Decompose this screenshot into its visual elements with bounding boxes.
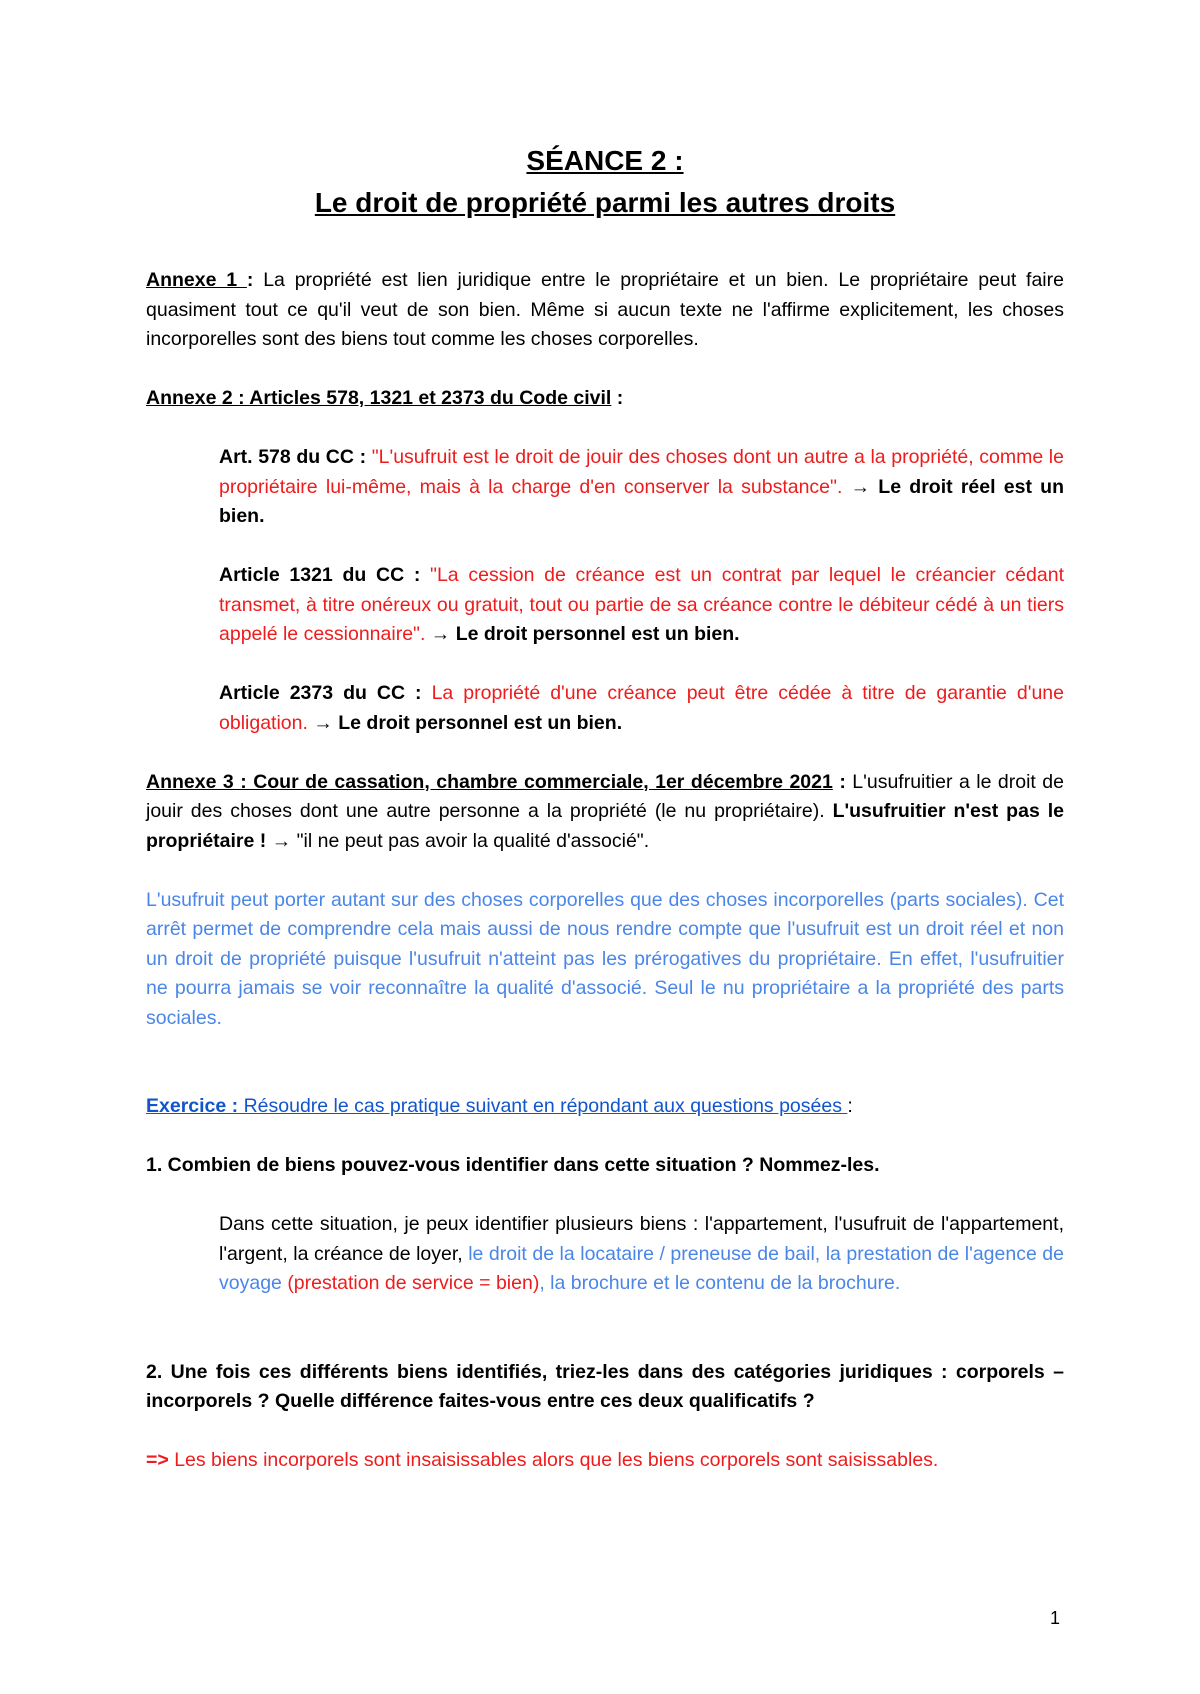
annexe-3-colon: : xyxy=(832,770,846,793)
answer-part: (prestation de service = bien) xyxy=(287,1272,540,1294)
answer-part: Dans cette situation, je peux identifier plusieurs biens : l'appartement, l'usufruit de l'appartement, l'argent, la créance de loyer, xyxy=(219,1213,1064,1265)
annexe-3-commentary: L'usufruit peut porter autant sur des choses corporelles que des choses incorporelles (parts sociales). Cet arrêt permet de comprendre cela mais aussi de nous rendre compte que l'usufruit est un droit réel et non un droit de propriété puisque l'usufruit n'atteint pas les prérogatives du propriétaire. En effet, l'usufruitier ne pourra jamais se voir reconnaître la qualité d'associé. Seul le nu propriétaire a la propriété des parts sociales. xyxy=(146,888,1064,1029)
article-578-paragraph xyxy=(219,443,1064,532)
annexe-3-heading: Annexe 3 : Cour de cassation, chambre commerciale, 1er décembre 2021 xyxy=(146,770,833,793)
article-quote: "La cession de créance est un contrat par lequel le créancier cédant transmet, à titre onéreux ou gratuit, tout ou partie de sa créance contre le débiteur cédé à un tiers appelé le cessionnaire". xyxy=(219,564,1064,645)
annexe-3-text-2: → "il ne peut pas avoir la qualité d'associé". xyxy=(266,829,650,852)
exercice-instruction: Résoudre le cas pratique suivant en répondant aux questions posées xyxy=(238,1095,848,1117)
answer-part: le droit de la locataire / preneuse de bail, la prestation de l'agence de voyage xyxy=(219,1242,1064,1294)
question-2-answer xyxy=(146,1446,1064,1476)
annexe-1-paragraph xyxy=(146,266,1064,355)
article-1321-paragraph xyxy=(219,561,1064,650)
article-conclusion: → Le droit personnel est un bien. xyxy=(307,711,623,734)
article-label: Article 1321 du CC : xyxy=(219,564,421,586)
article-quote: La propriété d'une créance peut être cédée à titre de garantie d'une obligation. xyxy=(219,682,1064,734)
exercice-line xyxy=(146,1092,1064,1122)
annexe-1-colon: : xyxy=(246,269,254,291)
question-2: 2. Une fois ces différents biens identifiés, triez-les dans des catégories juridiques : corporels – incorporels ? Quelle différence faites-vous entre ces deux qualificatifs ? xyxy=(146,1360,1064,1412)
article-quote: "L'usufruit est le droit de jouir des choses dont un autre a la propriété, comme le propriétaire lui-même, mais à la charge d'en conserver la substance". xyxy=(219,446,1064,498)
document-page xyxy=(146,140,1064,1476)
annexe-1-label: Annexe 1 xyxy=(146,269,247,291)
annexe-3-bold-statement: L'usufruitier n'est pas le propriétaire ! xyxy=(146,800,1064,852)
arrow: => xyxy=(146,1449,169,1471)
title-line-2: Le droit de propriété parmi les autres droits xyxy=(314,187,896,218)
article-label: Article 2373 du CC : xyxy=(219,682,422,704)
page-number: 1 xyxy=(1050,1608,1061,1628)
title-line-1: SÉANCE 2 : xyxy=(526,145,684,176)
annexe-2-colon: : xyxy=(611,387,624,409)
annexe-2-heading-line xyxy=(146,384,1064,414)
annexe-2-heading: Annexe 2 : Articles 578, 1321 et 2373 du Code civil xyxy=(146,387,612,409)
answer-text: Les biens incorporels sont insaisissables alors que les biens corporels sont saisissables. xyxy=(168,1449,939,1471)
annexe-1-text: La propriété est lien juridique entre le propriétaire et un bien. Le propriétaire peut faire quasiment tout ce qu'il veut de son bien. Même si aucun texte ne l'affirme explicitement, les choses incorporelles sont des biens tout comme les choses corporelles. xyxy=(146,269,1064,350)
annexe-3-paragraph xyxy=(146,768,1064,857)
question-1-answer xyxy=(219,1210,1064,1299)
annexe-3-text-1: L'usufruitier a le droit de jouir des choses dont une autre personne a la propriété (le nu propriétaire). xyxy=(146,770,1064,822)
answer-part: , la brochure et le contenu de la brochure. xyxy=(539,1272,901,1294)
article-conclusion: → Le droit personnel est un bien. xyxy=(425,623,740,645)
exercice-colon: : xyxy=(847,1095,853,1117)
exercice-label: Exercice : xyxy=(146,1095,239,1117)
article-label: Art. 578 du CC : xyxy=(219,446,367,468)
article-2373-paragraph xyxy=(219,679,1064,738)
question-1: 1. Combien de biens pouvez-vous identifier dans cette situation ? Nommez-les. xyxy=(146,1154,880,1176)
article-conclusion: → Le droit réel est un bien. xyxy=(219,475,1064,527)
